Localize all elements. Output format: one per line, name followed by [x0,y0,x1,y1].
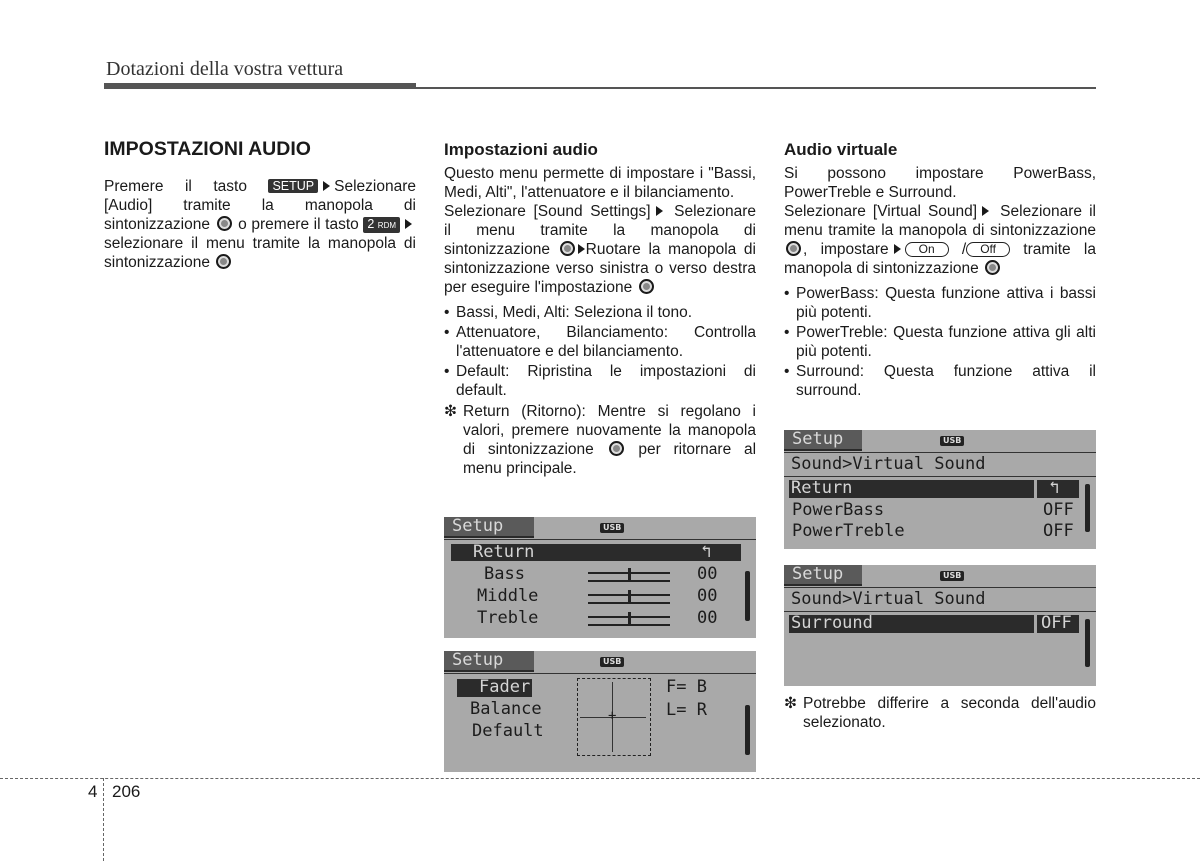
footer-rule-vertical [103,778,104,861]
selected-row: Fader [457,679,532,697]
list-item: • Attenuatore, Bilanciamento: Controlla l'attenuatore e del bilanciamento. [444,323,756,361]
on-button-icon: On [905,242,949,257]
menu-item: PowerBass [792,500,885,520]
paragraph: Questo menu permette di impostare i "Bassi, Medi, Alti", l'attenuatore e il bilanciamento. [444,165,756,201]
menu-item: PowerTreble [792,521,905,541]
usb-icon: USB [940,436,964,446]
selected-row: Return [789,480,1034,498]
running-header: Dotazioni della vostra vettura [106,58,344,80]
screen-title: Setup [452,651,504,670]
note-mark-icon: ❇ [784,695,797,712]
list-item: • PowerTreble: Questa funzione attiva gli alti più potenti. [784,323,1096,361]
column-audio-settings-intro [104,140,416,272]
list-item: • Bassi, Medi, Alti: Seleziona il tono. [444,303,756,322]
usb-icon: USB [940,571,964,581]
paragraph: Si possono impostare PowerBass, PowerTreble e Surround. [784,165,1096,201]
list-item: • PowerBass: Questa funzione attiva i bassi più potenti. [784,284,1096,322]
return-icon: ↰ [1049,478,1060,498]
subsection-heading: Audio virtuale [784,140,898,159]
page-number: 206 [112,782,141,801]
arrow-right-icon [323,181,330,191]
tuning-knob-icon [217,216,232,231]
header-rule-thin [416,87,1096,89]
column-audio-settings [444,140,756,478]
arrow-right-icon [982,206,989,216]
paragraph: Selezionare [Sound Settings] Selezionare il menu tramite la manopola di sintonizzazione Ruotare la manopola di sintonizzazione verso sinistra o verso destra per eseguire l'impostazione [444,203,756,296]
bullet-list [784,284,1096,400]
tuning-knob-icon [985,260,1000,275]
arrow-right-icon [656,206,663,216]
screen-virtual-sound: Setup USB Sound>Virtual Sound Return ↰ PowerBass OFF PowerTreble OFF [784,430,1096,549]
header-rule [104,83,416,89]
selected-row: Return ↰ [451,544,741,561]
setup-key-icon: SETUP [268,179,318,193]
paragraph: Premere il tasto SETUP Selezionare [Audio] tramite la manopola di sintonizzazione o premere il tasto 2 RDMselezionare il menu tramite la manopola di sintonizzazione [104,178,416,271]
list-item: • Default: Ripristina le impostazioni di default. [444,362,756,400]
scrollbar [745,705,750,755]
footer-rule [0,778,1200,779]
breadcrumb: Sound>Virtual Sound [791,589,986,609]
screen-sound-settings: Setup USB Return ↰ Bass 00 Middle 00 Treble 00 [444,517,756,638]
list-item: • Surround: Questa funzione attiva il surround. [784,362,1096,400]
note-virtual: ❇ Potrebbe differire a seconda dell'audio selezionato. [784,695,1096,731]
section-number: 4 [88,782,98,801]
bullet-list [444,303,756,400]
arrow-right-icon [894,244,901,254]
tuning-knob-icon [786,241,801,256]
arrow-right-icon [405,219,412,229]
screen-title: Setup [792,565,844,584]
menu-item: Treble [477,608,539,628]
menu-item: Default [472,721,544,741]
return-icon: ↰ [701,542,712,562]
arrow-right-icon [578,244,585,254]
menu-item: Balance [470,699,542,719]
note: ❇ Return (Ritorno): Mentre si regolano i valori, premere nuovamente la manopola di sintonizzazione per ritornare al menu principale. [444,403,757,477]
selected-row: Surround [789,615,1034,633]
menu-item: Middle [477,586,539,606]
menu-item: Bass [484,564,525,584]
rdm-key-icon: 2 RDM [363,217,400,233]
usb-icon: USB [600,523,624,533]
crosshair-icon: + [608,708,617,724]
tuning-knob-icon [639,279,654,294]
screen-surround: Setup USB Sound>Virtual Sound Surround OFF [784,565,1096,686]
subsection-heading: Impostazioni audio [444,140,598,159]
scrollbar [1085,484,1090,532]
usb-icon: USB [600,657,624,667]
paragraph: Selezionare [Virtual Sound] Selezionare il menu tramite la manopola di sintonizzazione , impostare On / Off tramite la manopola di sintonizzazione [784,203,1096,277]
screen-title: Setup [792,430,844,449]
tuning-knob-icon [560,241,575,256]
tuning-knob-icon [609,441,624,456]
column-virtual-audio [784,140,1096,401]
note-mark-icon: ❇ [444,403,457,420]
section-heading: IMPOSTAZIONI AUDIO [104,138,311,160]
breadcrumb: Sound>Virtual Sound [791,454,986,474]
scrollbar [745,571,750,621]
scrollbar [1085,619,1090,667]
off-button-icon: Off [966,242,1010,257]
tuning-knob-icon [216,254,231,269]
screen-title: Setup [452,517,504,536]
screen-fader-balance: Setup USB Fader Balance Default + F= B L= R [444,651,756,772]
